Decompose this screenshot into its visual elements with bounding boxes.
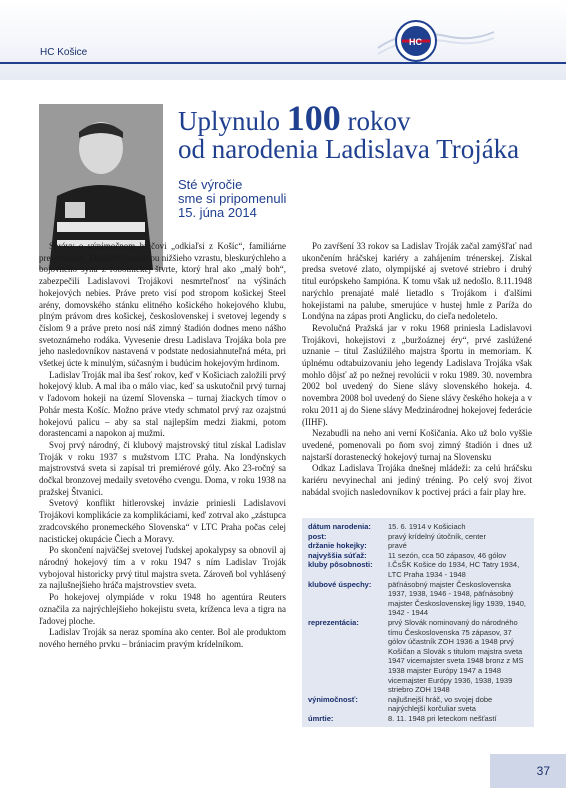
info-value: pravé [388, 541, 407, 551]
title-line2: od narodenia Ladislava Trojáka [178, 134, 520, 164]
info-row [308, 618, 528, 695]
info-key: klubové úspechy: [308, 579, 372, 589]
info-key: dátum narodenia: [308, 522, 371, 531]
info-value: prvý Slovák nominovaný do národného tímu Československa 75 zápasov, 37 gólov účastník ZOH 1936 a 1948 prvý Košičan a Slovák s titulom majstra sveta 1947 vicemajster sveta 1948 bronz z MS 1938 majster Európy 1947 a 1948 vicemajster Európy 1936, 1938, 1939 striebro ZOH 1948 [388, 617, 524, 695]
paragraph: Po hokejovej olympiáde v roku 1948 ho agentúra Reuters označila za najrýchlejšieho hokejistu sveta, kríženca leva a tigra na ľadovej ploche. [39, 592, 286, 626]
title-suffix: rokov [347, 106, 411, 136]
info-row [308, 532, 528, 542]
section-label: HC Košice [40, 47, 88, 58]
paragraph: Správy o výnimočnom hráčovi „odkiaľsi z Košíc“, familiárne prezývanom „Dzindzi“, postavou nižšieho vzrastu, bleskurýchleho a bojovného syna z robotníckej štvrte, ktorý hral ako „malý boh“, zabezpečili Ladislavovi Trojákovi nesmrteľnosť na výšinách hokejových nebies. Práve preto visí pod stropom košickej Steel arény, domovského stánku elitného košického hokejového klubu, plným právom dres košickej, československej i svetovej legendy s číslom 9 a práve preto nosí náš zimný štadión dodnes meno nášho svetoznámeho rodáka. Vyvesenie dresu Ladislava Trojáka bola pre jeho nasledovníkov nastavená v podstate nedosiahnuteľná méta, pri všetkej úcte k minulým, súčasným i budúcim hokejovým hrdinom. [39, 241, 286, 369]
hc-kosice-logo [376, 18, 496, 64]
info-row [308, 714, 528, 724]
info-value: najlušnejší hráč, vo svojej dobe najrýchlejší korčuliar sveta [388, 694, 493, 714]
info-key: reprezentácia: [308, 617, 359, 627]
paragraph: Po zavŕšení 33 rokov sa Ladislav Troják začal zamýšľať nad ukončením hráčskej kariéry a zahájením trénerskej. Získal predsa svetové zlato, olympijské aj svetové striebro i druhý titul európskeho šampióna. K tomu však už nedošlo. 8.11.1948 narýchlo prenajaté malé lietadlo s Trojákom i ďalšími hokejistami na palube, smerujúce v hustej hmle z Paríža do Londýna na zápas proti Anglicku, do cieľa nedoletelo. [302, 241, 532, 322]
paragraph: Nezabudli na neho ani verní Košičania. Ako už bolo vyššie uvedené, pomenovali po ňom svoj zimný štadión i dnes už najstarší dorastenecký hokejový turnaj na Slovensku [302, 428, 532, 462]
title-prefix: Uplynulo [178, 106, 281, 136]
info-key: úmrtie: [308, 713, 334, 723]
info-row [308, 580, 528, 618]
article-subtitle [178, 178, 378, 220]
info-key: post: [308, 531, 327, 541]
player-info-box [302, 518, 534, 727]
info-key: najvyššia súťaž: [308, 550, 367, 560]
subtitle-line: 15. júna 2014 [178, 205, 257, 220]
paragraph: Ladislav Troják mal iba šesť rokov, keď v Košiciach založili prvý hokejový klub. A mal iba o málo viac, keď sa uskutočnil prvý turnaj v ľadovom hokeji na území Slovenska – turnaj žiackych tímov o Pohár mesta Košíc. Možno práve vtedy schmatol prvý raz ozajstnú hokejovú palicu – aby sa stal najlepším medzi žiakmi, potom dorastencami a napokon aj mužmi. [39, 369, 286, 439]
left-column [39, 241, 286, 651]
right-column [302, 241, 532, 498]
paragraph: Svoj prvý národný, či klubový majstrovský titul získal Ladislav Troják v roku 1937 s mužstvom LTC Praha. Na londýnskych majstrovstvá sveta si zapísal tri premiérové góly. Ako 23-ročný sa dočkal bronzovej medaily svetového cvengu. Doma, v roku 1938 na pražskej Štvanici. [39, 439, 286, 497]
title-number: 100 [286, 98, 341, 138]
info-value: I.ČsŠK Košice do 1934, HC Tatry 1934, LTC Praha 1934 - 1948 [388, 560, 520, 579]
article-title [178, 98, 520, 164]
info-row [308, 695, 528, 714]
paragraph: Svetový konflikt hitlerovskej invázie priniesli Ladislavovi Trojákovi komplikácie za komplikáciami, keď zotrval ako „zástupca zradcovského pronemeckého Slovenska“ v LTC Praha počas celej nacistickej okupácie Čiech a Moravy. [39, 498, 286, 544]
subtitle-line: Sté výročie [178, 177, 243, 192]
paragraph: Ladislav Troják sa neraz spomína ako center. Bol ale produktom nového herného prvku – brániacim pravým krídelníkom. [39, 627, 286, 649]
info-value: 11 sezón, cca 50 zápasov, 46 gólov [388, 550, 507, 560]
info-value: 8. 11. 1948 pri leteckom nešťastí [388, 713, 497, 723]
info-key: držanie hokejky: [308, 541, 367, 551]
paragraph: Odkaz Ladislava Trojáka dnešnej mládeži: za celú hráčsku kariéru nevyinechal ani jediný tréning. Po celý svoj život nabádal svojich nasledovníkov k poctivej práci a fair play hre. [302, 463, 532, 497]
svg-text:HC: HC [409, 37, 422, 47]
info-key: výnimočnosť: [308, 694, 358, 704]
subtitle-line: sme si pripomenuli [178, 191, 287, 206]
info-value: pravý krídelný útočník, center [388, 531, 486, 541]
info-row [308, 560, 528, 579]
info-row [308, 522, 528, 532]
paragraph: Po skončení najväčšej svetovej ľudskej apokalypsy sa obnovil aj národný hokejový tím a v roku 1947 s ním Ladislav Troják vybojoval historicky prvý titul majstra sveta. Zároveň bol vyhlásený za najlušnejšieho hráča majstrovstiev sveta. [39, 545, 286, 591]
info-row [308, 541, 528, 551]
info-value: 15. 6. 1914 v Košiciach [388, 522, 466, 531]
info-value: päťnásobný majster Československa 1937, 1938, 1946 - 1948, päťnásobný majster Československej ligy 1939, 1940, 1942 - 1944 [388, 579, 526, 618]
page-number: 37 [490, 754, 566, 788]
info-key: kluby pôsobnosti: [308, 560, 373, 570]
info-row [308, 551, 528, 561]
paragraph: Revolučná Pražská jar v roku 1968 priniesla Ladislavovi Trojákovi, hokejistovi z „buržoáznej éry“, prvé zaslúžené uznanie – titul Zaslúžilého majstra športu in memoriam. K úplnému odtabuizovaniu jeho legendy Ladislava Trojáka však mohlo dôjsť až po nežnej revolúcii v roku 1989. 30. novembra 2002 bol uvedený do Siene slávy slovenského hokeja. 4. novembra 2008 bol uvedený do Siene slávy českého hokeja a v roku 2011 aj do Siene slávy Medzinárodnej hokejovej federácie (IIHF). [302, 322, 532, 427]
